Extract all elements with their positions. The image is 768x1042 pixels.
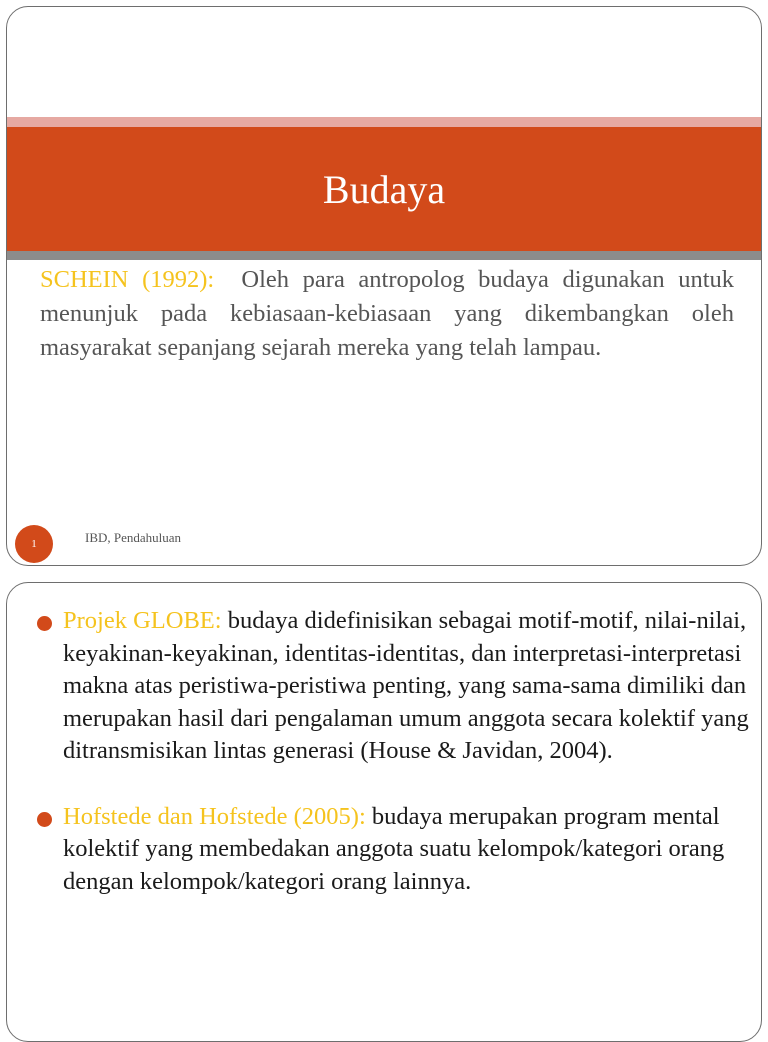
bullet-text: budaya didefinisikan sebagai motif-motif, nilai-nilai, keyakinan-keyakinan, identitas-identitas, dan interpretasi-interpretasi makna atas peristiwa-peristiwa penting, yang sama-sama dimiliki dan merupakan hasil dari pengalaman umum anggota secara kolektif yang ditransmisikan lintas generasi (House & Javidan, 2004).	[63, 607, 759, 764]
bullet-dot-icon	[37, 812, 52, 827]
slide-1	[6, 6, 762, 566]
bullet-item	[37, 605, 759, 768]
title-band-bottom-stripe	[7, 251, 761, 260]
slide-2	[6, 582, 762, 1042]
body-accent-label: SCHEIN (1992):	[40, 266, 215, 293]
slide-1-body	[40, 263, 741, 365]
page-number: 1	[31, 538, 37, 550]
page-number-badge	[15, 525, 53, 563]
body-text: Oleh para antropolog budaya digunakan untuk menunjuk pada kebiasaan-kebiasaan yang dikembangkan oleh masyarakat sepanjang sejarah mereka yang telah lampau.	[40, 266, 741, 361]
title-band-top-stripe	[7, 117, 761, 127]
bullet-accent-label: Hofstede dan Hofstede (2005):	[63, 802, 366, 830]
bullet-list	[37, 605, 759, 931]
bullet-accent-label: Projek GLOBE:	[63, 607, 222, 634]
bullet-dot-icon	[37, 616, 52, 631]
slide-title: Budaya	[322, 166, 446, 212]
slide-footer: IBD, Pendahuluan	[85, 530, 182, 545]
bullet-text: budaya merupakan program mental kolektif yang membedakan anggota suatu kelompok/kategori orang dengan kelompok/kategori orang lainnya.	[63, 802, 725, 895]
bullet-item	[37, 801, 749, 899]
title-band	[7, 127, 761, 251]
